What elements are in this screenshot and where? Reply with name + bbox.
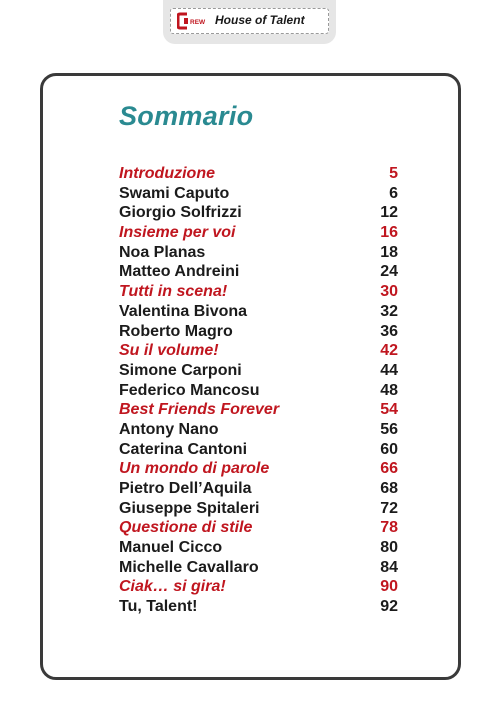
toc-entry — [119, 361, 398, 381]
toc-entry-label: Swami Caputo — [119, 184, 230, 202]
toc-entry-page-number: 44 — [380, 361, 398, 379]
toc-entry-page-number: 92 — [380, 598, 398, 616]
toc-entry-label: Un mondo di parole — [119, 460, 270, 478]
toc-entry — [119, 420, 398, 440]
toc-section-entry — [119, 459, 398, 479]
toc-entry-page-number: 30 — [380, 283, 398, 301]
toc-entry-label: Antony Nano — [119, 420, 219, 438]
toc-entry-page-number: 6 — [389, 184, 398, 202]
toc-entry — [119, 302, 398, 322]
toc-entry-label: Tu, Talent! — [119, 598, 198, 616]
toc-section-entry — [119, 577, 398, 597]
toc-entry-page-number: 12 — [380, 204, 398, 222]
toc-entry-label: Manuel Cicco — [119, 539, 223, 557]
toc-entry-label: Pietro Dell’Aquila — [119, 480, 252, 497]
toc-entry — [119, 184, 398, 204]
toc-entry-page-number: 80 — [380, 539, 398, 557]
toc-entry-label: Insieme per voi — [119, 224, 236, 242]
header-tab — [163, 0, 336, 44]
toc-entry-page-number: 66 — [380, 460, 398, 478]
toc-entry-page-number: 16 — [380, 224, 398, 242]
toc-entry-page-number: 5 — [389, 165, 398, 182]
toc-entry-page-number: 60 — [380, 440, 398, 458]
toc-entry — [119, 558, 398, 578]
toc-entry-page-number: 84 — [380, 558, 398, 576]
toc-entry-label: Best Friends Forever — [119, 401, 280, 419]
toc-entry — [119, 499, 398, 519]
toc-entry — [119, 597, 398, 617]
toc-entry-label: Simone Carponi — [119, 361, 242, 379]
toc-entry — [119, 243, 398, 263]
toc-entry-label: Su il volume! — [119, 342, 219, 360]
crew-logo-icon — [177, 12, 213, 30]
header-label-box — [170, 8, 329, 34]
toc-list — [119, 164, 398, 617]
toc-entry — [119, 381, 398, 401]
toc-entry — [119, 262, 398, 282]
toc-entry-label: Noa Planas — [119, 243, 206, 261]
toc-entry-page-number: 48 — [380, 381, 398, 399]
toc-entry-page-number: 90 — [380, 578, 398, 596]
toc-entry-label: Giorgio Solfrizzi — [119, 204, 242, 222]
toc-entry-page-number: 36 — [380, 322, 398, 340]
toc-entry-label: Caterina Cantoni — [119, 440, 248, 458]
toc-entry-label: Michelle Cavallaro — [119, 558, 259, 576]
toc-entry-page-number: 24 — [380, 263, 398, 281]
toc-entry-page-number: 68 — [380, 480, 398, 497]
toc-entry-page-number: 32 — [380, 302, 398, 320]
toc-entry-page-number: 54 — [380, 401, 398, 419]
logo-text: REW — [190, 19, 206, 26]
toc-entry-page-number: 78 — [380, 519, 398, 537]
series-title: House of Talent — [215, 13, 305, 27]
toc-section-entry — [119, 341, 398, 361]
toc-entry-label: Tutti in scena! — [119, 283, 228, 301]
toc-entry-label: Introduzione — [119, 165, 215, 182]
toc-section-entry — [119, 518, 398, 538]
toc-entry-label: Roberto Magro — [119, 322, 233, 340]
toc-entry-label: Ciak… si gira! — [119, 578, 226, 596]
toc-section-entry — [119, 400, 398, 420]
toc-entry — [119, 479, 398, 499]
toc-entry-page-number: 72 — [380, 499, 398, 517]
toc-entry — [119, 322, 398, 342]
toc-entry-label: Matteo Andreini — [119, 263, 240, 281]
toc-section-entry — [119, 223, 398, 243]
toc-entry — [119, 440, 398, 460]
toc-entry-label: Giuseppe Spitaleri — [119, 499, 260, 517]
toc-entry — [119, 538, 398, 558]
toc-title: Sommario — [119, 101, 254, 131]
toc-entry-page-number: 42 — [380, 342, 398, 360]
toc-section-entry — [119, 282, 398, 302]
toc-entry-label: Federico Mancosu — [119, 381, 260, 399]
toc-entry-page-number: 18 — [380, 243, 398, 261]
toc-entry-label: Questione di stile — [119, 519, 253, 537]
toc-entry-label: Valentina Bivona — [119, 302, 248, 320]
toc-entry-page-number: 56 — [380, 420, 398, 438]
toc-entry — [119, 203, 398, 223]
toc-section-entry — [119, 164, 398, 184]
